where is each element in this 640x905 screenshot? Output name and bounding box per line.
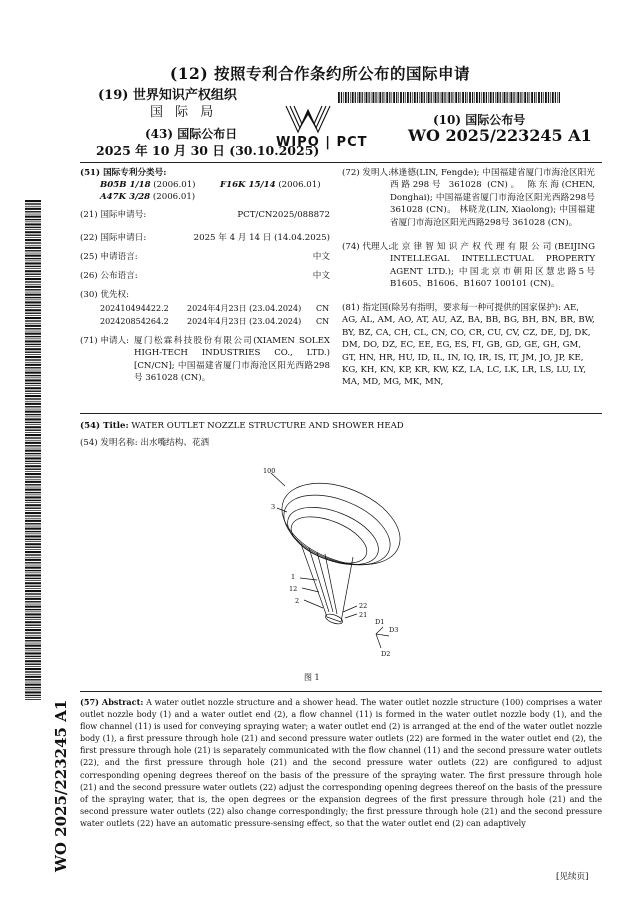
pub-number: WO 2025/223245 A1 bbox=[408, 126, 592, 145]
figure-ref-d1: D1 bbox=[375, 618, 385, 626]
figure-ref-d2: D2 bbox=[381, 650, 391, 658]
priority-label: (30) 优先权: bbox=[80, 290, 130, 300]
ipc-label: (51) 国际专利分类号: bbox=[80, 168, 167, 178]
section-rule bbox=[80, 413, 602, 414]
ipc-entry-1: B05B 1/18 (2006.01) bbox=[100, 180, 196, 190]
pub-number-label: (10) 国际公布号 bbox=[433, 113, 526, 127]
figure-ref-2: 2 bbox=[295, 597, 300, 605]
priority-date-2: 2024年4月23日 (23.04.2024) bbox=[187, 317, 302, 326]
pub-date: 2025 年 10 月 30 日 (30.10.2025) bbox=[96, 143, 320, 158]
priority-cc-1: CN bbox=[316, 304, 330, 313]
applicant: 厦门松霖科技股份有限公司(XIAMEN SOLEX HIGH-TECH INDUSTRIES CO., LTD.) [CN/CN]; 中国福建省厦门市海沧区阳光西路298号 361028 (CN)。 bbox=[134, 336, 330, 384]
priority-cc-2: CN bbox=[316, 317, 330, 326]
wipo-logo bbox=[268, 100, 368, 140]
filing-lang-label: (25) 申请语言: bbox=[80, 252, 138, 262]
top-barcode bbox=[338, 92, 560, 103]
agent: 北京律智知识产权代理有限公司(BEIJING INTELLEGAL INTELLECTUAL PROPERTY AGENT LTD.); 中国北京市朝阳区慧忠路5号B1605、B1606、B1607 100101 (CN)。 bbox=[390, 242, 595, 290]
pub-lang: 中文 bbox=[312, 271, 330, 281]
filing-date: 2025 年 4 月 14 日 (14.04.2025) bbox=[193, 233, 330, 243]
abstract: (57) Abstract: A water outlet nozzle structure and a shower head. The water outlet nozzle structure (100) comprises a water outlet nozzle body (1) and a water outlet end (2), a flow channel (11) is formed in the water outlet nozzle body (1), and the flow channel (11) is used for conveying spraying water; a water outlet end (2) is arranged at the end of the water outlet nozzle body (1), a first pressure through hole (21) and second pressure water outlets (22) are formed in the water outlet end (2), the first pressure through hole (21) is separately communicated with the flow channel (11) and the second pressure water outlets (22), and the first pressure through hole (21) and the second pressure water outlets (22) are configured to adjust corresponding opening degrees thereof on the basis of the pressure of the spraying water. The first pressure through hole (21) and the second pressure water outlets (22) adjust the corresponding opening degrees thereof on the basis of the pressure of the spraying water, that is, the open degrees or the expansion degrees of the first pressure through hole (21) and the second pressure water outlets (22) also change correspondingly; the first pressure through hole (21) and the second pressure water outlets (22) have an automatic pressure-sensing effect, so that the water outlet end (2) can adaptively bbox=[80, 697, 603, 828]
figure-drawing bbox=[255, 462, 415, 662]
figure-ref-21: 21 bbox=[359, 611, 368, 619]
pub-lang-label: (26) 公布语言: bbox=[80, 271, 138, 281]
app-no: PCT/CN2025/088872 bbox=[237, 210, 330, 220]
figure-caption: 图 1 bbox=[304, 673, 320, 682]
priority-no-1: 202410494422.2 bbox=[100, 304, 169, 313]
filing-lang: 中文 bbox=[312, 252, 330, 262]
applicant-label: (71) 申请人: bbox=[80, 336, 130, 346]
figure-ref-100: 100 bbox=[263, 467, 276, 475]
header-rule bbox=[80, 162, 602, 163]
wipo-logo-text: WIPO | PCT bbox=[276, 135, 368, 150]
priority-no-2: 202420854264.2 bbox=[100, 317, 169, 326]
org-bureau: 国 际 局 bbox=[150, 105, 218, 120]
app-no-label: (21) 国际申请号: bbox=[80, 210, 147, 220]
filing-date-label: (22) 国际申请日: bbox=[80, 233, 147, 243]
designated-states: (81) 指定国(除另有指明，要求每一种可提供的国家保护): AE, AG, AL, AM, AO, AT, AU, AZ, BA, BB, BG, BH, BN, BR, BW, BY, BZ, CA, CH, CL, CN, CO, CR, CU, CV, CZ, DE, DJ, DK, DM, DO, DZ, EC, EE, EG, ES, FI, GB, GD, GE, GH, GM, GT, HN, HR, HU, ID, IL, IN, IQ, IR, IS, IT, JM, JO, JP, KE, KG, KH, KN, KP, KR, KW, KZ, LA, LC, LK, LR, LS, LU, LY, MA, MD, MG, MK, MN, bbox=[342, 303, 595, 388]
figure-ref-1: 1 bbox=[291, 573, 296, 581]
inventors-label: (72) 发明人: bbox=[342, 168, 392, 178]
ipc-entry-3: A47K 3/28 (2006.01) bbox=[100, 192, 196, 202]
continued-marker: [见续页] bbox=[556, 872, 589, 882]
agent-label: (74) 代理人: bbox=[342, 242, 392, 252]
figure-ref-22: 22 bbox=[359, 602, 368, 610]
figure-ref-12: 12 bbox=[289, 585, 298, 593]
title-en: (54) Title: WATER OUTLET NOZZLE STRUCTURE AND SHOWER HEAD bbox=[80, 421, 404, 431]
abstract-rule bbox=[80, 691, 602, 692]
inventors: 林逢德(LIN, Fengde); 中国福建省厦门市海沧区阳光西路298号 361028 (CN)。 陈东海(CHEN, Donghai); 中国福建省厦门市海沧区阳光西路298号 361028 (CN)。 林晓龙(LIN, Xiaolong); 中国福建省厦门市海沧区阳光西路298号 361028 (CN)。 bbox=[390, 168, 595, 228]
title-zh: (54) 发明名称: 出水嘴结构、花洒 bbox=[80, 438, 210, 448]
pub-date-label: (43) 国际公布日 bbox=[145, 127, 238, 141]
ipc-entry-2: F16K 15/14 (2006.01) bbox=[220, 180, 321, 190]
figure-ref-3: 3 bbox=[271, 503, 276, 511]
document-header-title: (12) 按照专利合作条约所公布的国际申请 bbox=[169, 64, 471, 83]
side-pub-number: WO 2025/223245 A1 bbox=[52, 699, 70, 872]
figure-ref-d3: D3 bbox=[389, 626, 399, 634]
org-name: (19) 世界知识产权组织 bbox=[98, 88, 237, 103]
priority-date-1: 2024年4月23日 (23.04.2024) bbox=[187, 304, 302, 313]
side-barcode bbox=[25, 200, 41, 700]
